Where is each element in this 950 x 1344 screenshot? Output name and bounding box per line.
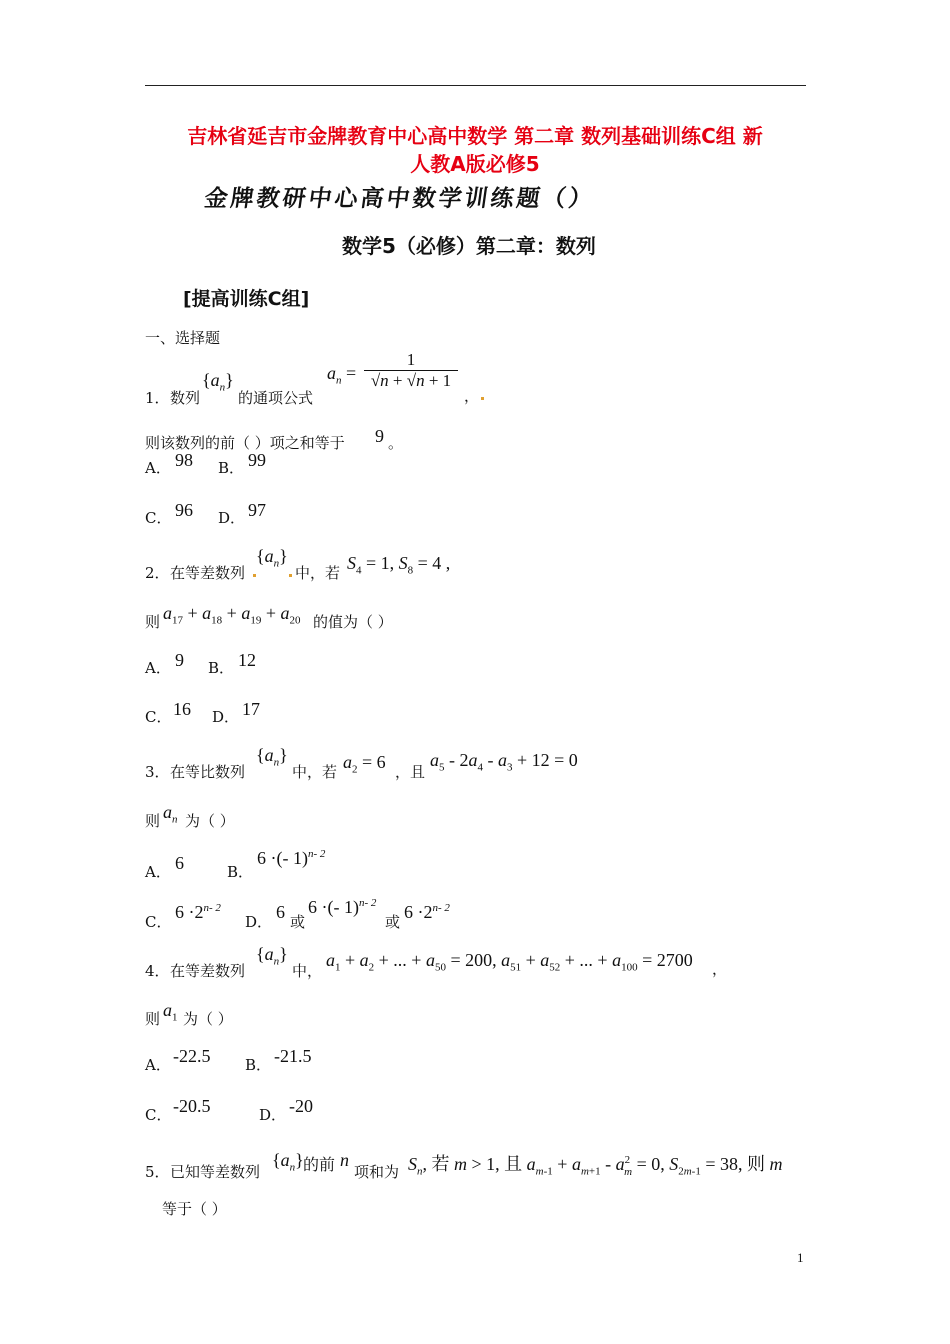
brush-title: 金牌教研中心高中数学训练题（） — [202, 186, 597, 212]
q1-comma: ， — [464, 387, 480, 405]
q3-or-1: 或 — [290, 913, 306, 931]
q1-number: 1． — [145, 389, 170, 407]
q2-option-c-value: 16 — [173, 699, 191, 719]
marker-dot — [289, 574, 292, 577]
q1-option-c-value: 96 — [175, 500, 193, 520]
q5-n: n — [340, 1150, 349, 1170]
q2-option-c-label: C． — [145, 708, 172, 726]
page-number: 1 — [797, 1250, 804, 1265]
q3-text: 在等比数列 — [170, 763, 246, 781]
marker-dot — [253, 574, 256, 577]
q4-option-d-value: -20 — [289, 1096, 313, 1116]
group-heading: [提高训练C组] — [183, 288, 310, 310]
q2-option-d-value: 17 — [242, 699, 260, 719]
q4-option-d-label: D． — [259, 1106, 287, 1124]
q1-option-b-value: 99 — [248, 450, 266, 470]
q3-option-d-value-3: $6 \cdot 2^{n- 2}$ — [404, 902, 450, 922]
q4-option-c-label: C． — [145, 1106, 172, 1124]
q3-option-a-label: A． — [145, 863, 171, 881]
q5-condition: $S_n$, 若 m > 1, 且 $a_{m-1} + a_{m+1} - a^2_m = 0$, $S_{2m-1} = 38$, 则 m — [408, 1154, 783, 1178]
title-line-2: 人教A版必修5 — [410, 152, 540, 176]
q4-comma: ， — [712, 960, 728, 978]
q5-number: 5． — [145, 1163, 170, 1181]
q3-condition-1: $a_2 = 6$ — [343, 752, 386, 776]
q2-option-d-label: D． — [212, 708, 240, 726]
q2-condition: $S_4 = 1$, $S_8 = 4$ , — [347, 553, 451, 577]
q3-option-b-label: B． — [227, 863, 254, 881]
q1-option-a-value: 98 — [175, 450, 193, 470]
q1-option-b-label: B． — [218, 459, 245, 477]
q3-or-2: 或 — [385, 913, 401, 931]
q5-text-2: 的前 — [303, 1155, 336, 1174]
q2-expression: $a_{17} + a_{18} + a_{19} + a_{20}$ — [163, 603, 301, 627]
q3-option-d-label: D． — [245, 913, 273, 931]
q2-text: 在等差数列 — [170, 564, 246, 582]
q3-option-d-value: 6 — [276, 902, 285, 922]
q4-a1: $a_1$ — [163, 1000, 178, 1024]
q1-question: 则该数列的前（ ）项之和等于 — [145, 434, 345, 452]
q3-an: $a_n$ — [163, 802, 178, 826]
q2-sequence-symbol: $\{a_n\}$ — [256, 546, 288, 570]
q4-number: 4． — [145, 962, 170, 980]
chapter-subtitle: 数学5（必修）第二章：数列 — [342, 234, 596, 258]
q1-text-2: 的通项公式 — [238, 389, 314, 407]
q3-option-a-value: 6 — [175, 853, 184, 873]
q3-text-2: 中，若 — [292, 763, 338, 781]
q4-sequence-symbol: $\{a_n\}$ — [256, 944, 288, 968]
q1-formula-fraction — [362, 350, 460, 391]
q4-option-a-label: A． — [145, 1056, 171, 1074]
q4-condition: $a_1 + a_2$ + ... + $a_{50} = 200$, $a_{51} + a_{52}$ + ... + $a_{100} = 2700$ — [326, 950, 693, 974]
q2-text-2: 中，若 — [295, 564, 341, 582]
q1-option-d-value: 97 — [248, 500, 266, 520]
q1-sequence-symbol: $\{a_n\}$ — [202, 370, 234, 394]
q4-option-a-value: -22.5 — [173, 1046, 211, 1066]
q3-text-3: ，且 — [395, 763, 426, 781]
q2-option-a-value: 9 — [175, 650, 184, 670]
q2-number: 2． — [145, 564, 170, 582]
q3-line2-pre: 则 — [145, 812, 161, 830]
q1-period: 。 — [388, 434, 404, 452]
q1-target-sum: 9 — [375, 426, 384, 446]
q3-condition-2: $a_5 - 2a_4 - a_3 + 12 = 0$ — [430, 750, 578, 774]
q1-option-c-label: C． — [145, 509, 172, 527]
marker-dot — [481, 397, 484, 400]
q1-text: 数列 — [170, 389, 201, 407]
q2-option-a-label: A． — [145, 659, 171, 677]
title-line-1: 吉林省延吉市金牌教育中心高中数学 第二章 数列基础训练C组 新 — [187, 124, 763, 148]
section-heading: 一、选择题 — [145, 329, 221, 347]
q5-line2: 等于（ ） — [162, 1200, 227, 1218]
q4-text: 在等差数列 — [170, 962, 246, 980]
q1-option-d-label: D． — [218, 509, 246, 527]
q3-option-c-value: $6 \cdot 2^{n- 2}$ — [175, 902, 221, 922]
q4-line2-post: 为（ ） — [183, 1010, 233, 1028]
document-title — [140, 122, 810, 178]
q3-line2-post: 为（ ） — [185, 812, 235, 830]
q3-option-d-value-2: 6 ·(- 1)$^{n- 2}$ — [308, 897, 377, 917]
q5-sequence-symbol: $\{a_n\}$ — [272, 1150, 304, 1174]
q4-line2-pre: 则 — [145, 1010, 161, 1028]
q4-text-2: 中， — [292, 962, 323, 980]
q3-number: 3． — [145, 763, 170, 781]
q1-denominator: √n + √n + 1 — [370, 371, 452, 390]
q3-sequence-symbol: $\{a_n\}$ — [256, 745, 288, 769]
q1-numerator: 1 — [406, 350, 416, 369]
q3-option-c-label: C． — [145, 913, 172, 931]
q4-option-b-label: B． — [245, 1056, 272, 1074]
q2-option-b-label: B． — [208, 659, 235, 677]
header-rule — [145, 85, 806, 86]
q5-text: 已知等差数列 — [170, 1163, 261, 1181]
q4-option-c-value: -20.5 — [173, 1096, 211, 1116]
q3-option-b-value: 6 ·(- 1)$^{n- 2}$ — [257, 848, 326, 868]
q5-text-3: 项和为 — [354, 1163, 400, 1181]
q2-line2-post: 的值为（ ） — [313, 613, 393, 631]
q4-option-b-value: -21.5 — [274, 1046, 312, 1066]
q1-option-a-label: A． — [145, 459, 171, 477]
q2-line2-pre: 则 — [145, 613, 161, 631]
q2-option-b-value: 12 — [238, 650, 256, 670]
q1-formula-lhs: $a_n$ = — [327, 363, 357, 387]
